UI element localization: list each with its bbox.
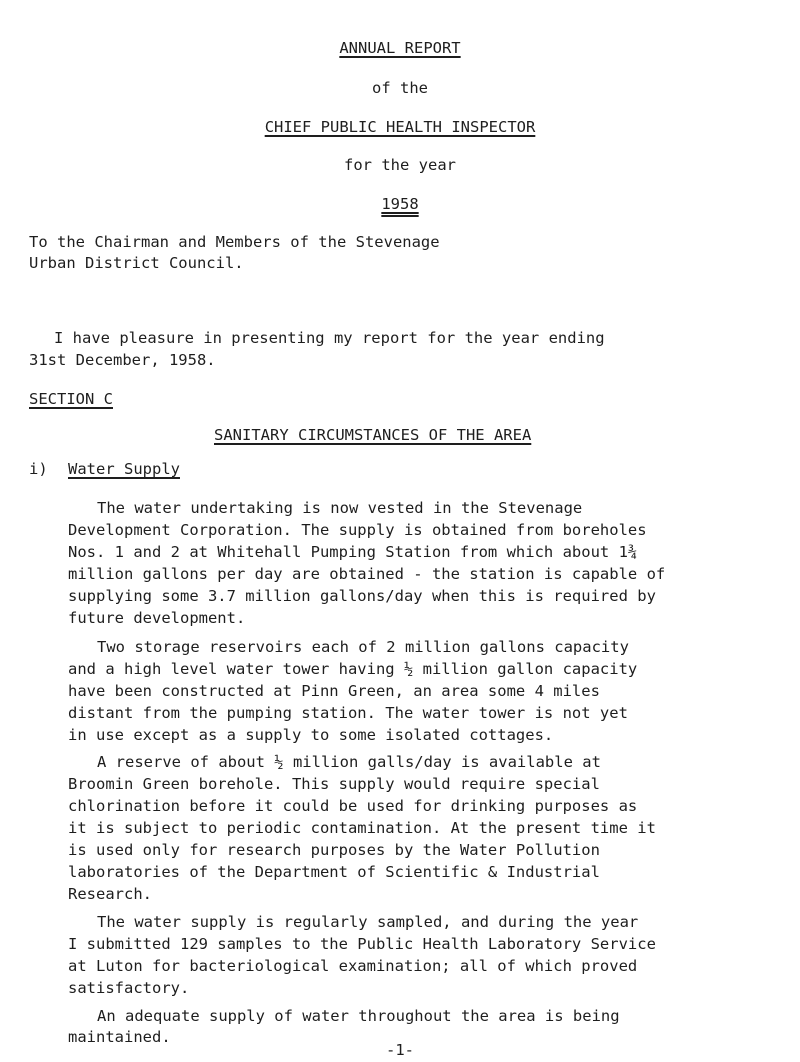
paragraph-line: A reserve of about ½ million galls/day is available at <box>97 753 601 771</box>
paragraph-line: and a high level water tower having ½ million gallon capacity <box>68 660 638 678</box>
paragraph-line: in use except as a supply to some isolated cottages. <box>68 726 554 744</box>
paragraph-line: Nos. 1 and 2 at Whitehall Pumping Station from which about 1¾ <box>68 543 638 561</box>
section-heading: SANITARY CIRCUMSTANCES OF THE AREA <box>214 426 532 444</box>
section-label: SECTION C <box>29 390 113 408</box>
paragraph-line: million gallons per day are obtained - the station is capable of <box>68 565 666 583</box>
paragraph-line: maintained. <box>68 1028 171 1046</box>
item-number: i) <box>29 460 48 478</box>
paragraph-line: Development Corporation. The supply is obtained from boreholes <box>68 521 647 539</box>
page-number: -1- <box>386 1041 414 1059</box>
paragraph-line: Broomin Green borehole. This supply would require special <box>68 775 600 793</box>
paragraph-line: at Luton for bacteriological examination; all of which proved <box>68 957 638 975</box>
item-title: Water Supply <box>68 460 180 478</box>
of-the-text: of the <box>372 79 428 97</box>
paragraph-line: Two storage reservoirs each of 2 million gallons capacity <box>97 638 629 656</box>
paragraph-line: satisfactory. <box>68 979 190 997</box>
report-subtitle: CHIEF PUBLIC HEALTH INSPECTOR <box>264 118 536 136</box>
paragraph-line: I submitted 129 samples to the Public Health Laboratory Service <box>68 935 656 953</box>
paragraph-line: The water undertaking is now vested in the Stevenage <box>97 499 583 517</box>
paragraph-line: is used only for research purposes by the Water Pollution <box>68 841 600 859</box>
paragraph-line: laboratories of the Department of Scientific & Industrial <box>68 863 600 881</box>
for-the-year-text: for the year <box>344 156 456 174</box>
paragraph-line: distant from the pumping station. The water tower is not yet <box>68 704 628 722</box>
paragraph-line: chlorination before it could be used for drinking purposes as <box>68 797 638 815</box>
intro-line-2: 31st December, 1958. <box>29 351 216 369</box>
paragraph-line: The water supply is regularly sampled, and during the year <box>97 913 639 931</box>
paragraph-line: supplying some 3.7 million gallons/day when this is required by <box>68 587 656 605</box>
paragraph-line: it is subject to periodic contamination. At the present time it <box>68 819 656 837</box>
report-title: ANNUAL REPORT <box>339 39 461 57</box>
address-line-2: Urban District Council. <box>29 254 244 272</box>
paragraph-line: future development. <box>68 609 246 627</box>
intro-line-1: I have pleasure in presenting my report for the year ending <box>54 329 605 347</box>
paragraph-line: An adequate supply of water throughout the area is being <box>97 1007 620 1025</box>
address-line-1: To the Chairman and Members of the Stevenage <box>29 233 440 251</box>
paragraph-line: have been constructed at Pinn Green, an area some 4 miles <box>68 682 600 700</box>
paragraph-line: Research. <box>68 885 152 903</box>
report-year: 1958 <box>381 195 419 213</box>
